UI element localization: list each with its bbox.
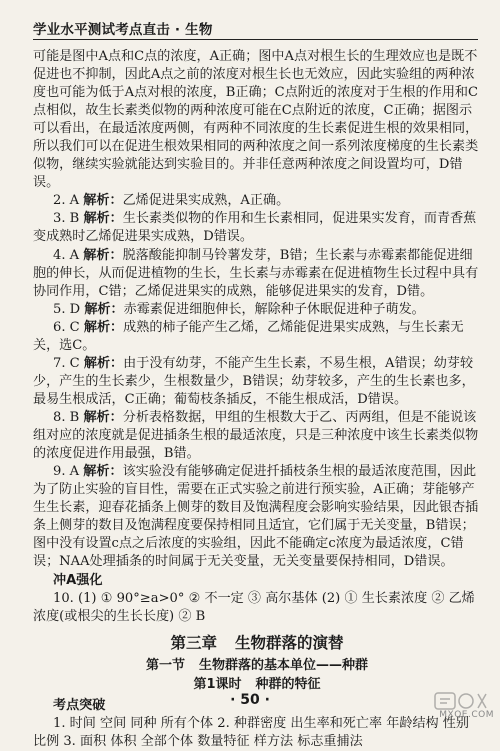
chapter-name: 生物群落的演替 [235, 633, 344, 652]
answer-4-text: 脱落酸能抑制马铃薯发芽，B错；生长素与赤霉素都能促进细胞的伸长，从而促进植物的生长，生长素与赤霉素在促进植物生长过程中具有协同作用，C错；乙烯促进果实的成熟，能够促进果实的发育，D错。 [33, 247, 479, 299]
answer-paragraph-1: 可能是图中A点和C点的浓度，A正确；图中A点对根生长的生理效应也是既不促进也不抑制，因此A点之前的浓度对根生长也无效应，因此实验组的两种浓度也可能为低于A点对根的浓度，B正确；C点附近的浓度对于生根的作用和C点相似，故生长素类似物的两种浓度可能在C点附近的浓度，C正确；据图示可以看出，在最适浓度两侧，有两种不同浓度的生长素促进生根的效果相同，所以我们可以在促进生根效果相同的两种浓度之间一系列浓度梯度的生长素类似物，继续实验就能达到实验目的。并非任意两种浓度之间设置均可，D错误。 [33, 49, 479, 191]
section-title [33, 657, 481, 675]
lesson-title [33, 676, 481, 694]
answer-5 [33, 301, 481, 319]
answer-5-number: 5. D [53, 301, 81, 317]
answer-2-label: 解析： [83, 193, 123, 209]
chong-a-heading: 冲A强化 [53, 573, 103, 589]
answer-7-label: 解析： [83, 355, 124, 371]
answer-7 [33, 355, 481, 409]
page-number: · 50 · [230, 692, 270, 708]
answer-9-label: 解析： [83, 464, 123, 480]
answer-2 [33, 192, 481, 210]
answer-2-number: 2. A [53, 193, 80, 209]
page-body [33, 48, 481, 751]
answer-6-number: 6. C [53, 319, 80, 335]
answer-6 [33, 319, 481, 355]
lesson-name: 种群的特征 [255, 676, 321, 692]
answer-7-text: 由于没有幼芽，不能产生生长素，不易生根，A错误；幼芽较少，产生的生长素少，生根数量少，B错误；幼芽较多，产生的生长素也多，最易生根成活，C正确；葡萄枝条插反，不能生根成活，D错误。 [33, 355, 475, 407]
answer-2-text: 乙烯促进果实成熟，A正确。 [122, 193, 290, 209]
kaodian-heading: 考点突破 [53, 697, 106, 713]
answer-3 [33, 210, 481, 246]
answer-8-text: 分析表格数据，甲组的生根数大于乙、丙两组，但是不能说该组对应的浓度就是促进插条生根的最适浓度，只是三种浓度中该生长素类似物的浓度促进作用最强，B错。 [33, 409, 479, 462]
answer-4-label: 解析： [83, 247, 123, 263]
answer-4 [33, 247, 481, 301]
answer-9 [33, 463, 481, 571]
answer-10: 10. (1) ① 90°≥a>0° ② 不一定 ③ 高尔基体 (2) ① 生长素浓度 ② 乙烯浓度(或根尖的生长长度) ② B [33, 591, 475, 625]
chapter-number: 第三章 [170, 633, 217, 652]
answer-8-number: 8. B [53, 409, 80, 425]
header-rule [33, 39, 478, 40]
section-number: 第一节 [145, 657, 185, 673]
answer-3-text: 生长素类似物的作用和生长素相同，促进果实发育，而青香蕉变成熟时乙烯促进果实成熟，D错误。 [33, 211, 477, 245]
watermark-text: MXQE.COM [439, 710, 494, 720]
answer-6-text: 成熟的柿子能产生乙烯，乙烯能促进果实成熟，与生长素无关，选C。 [33, 319, 464, 353]
answer-5-label: 解析： [84, 301, 124, 317]
kaodian-answers: 1. 时间 空间 同种 所有个体 2. 种群密度 出生率和死亡率 年龄结构 性别比例 3. 面积 体积 全部个体 数量特征 样方法 标志重捕法 [33, 715, 469, 749]
answer-7-number: 7. C [53, 355, 80, 371]
answer-8 [33, 409, 481, 463]
answer-3-number: 3. B [53, 211, 80, 227]
answer-9-text: 该实验没有能够确定促进扦插枝条生根的最适浓度范围，因此为了防止实验的盲目性，需要在正式实验之前进行预实验，A正确；芽能够产生生长素，迎春花插条上侧芽的数目及饱满程度会影响实验结果，因此银杏插条上侧芽的数目及饱满程度要保持相同且适宜，它们属于无关变量，B错误；图中没有设置c点之后浓度的实验组，因此不能确定c浓度为最适浓度，C错误；NAA处理插条的时间属于无关变量，无关变量要保持相同，D错误。 [33, 464, 479, 570]
lesson-number: 第1课时 [193, 676, 242, 692]
chapter-title [33, 632, 481, 654]
answer-8-label: 解析： [83, 409, 123, 425]
section-name: 生物群落的基本单位——种群 [199, 657, 369, 673]
answer-3-label: 解析： [83, 211, 123, 227]
answer-4-number: 4. A [53, 247, 80, 263]
answer-5-text: 赤霉素促进细胞伸长，解除种子休眠促进种子萌发。 [123, 301, 425, 317]
answer-6-label: 解析： [83, 319, 124, 335]
running-header: 学业水平测试考点直击 · 生物 [33, 22, 213, 38]
answer-9-number: 9. A [53, 464, 80, 480]
